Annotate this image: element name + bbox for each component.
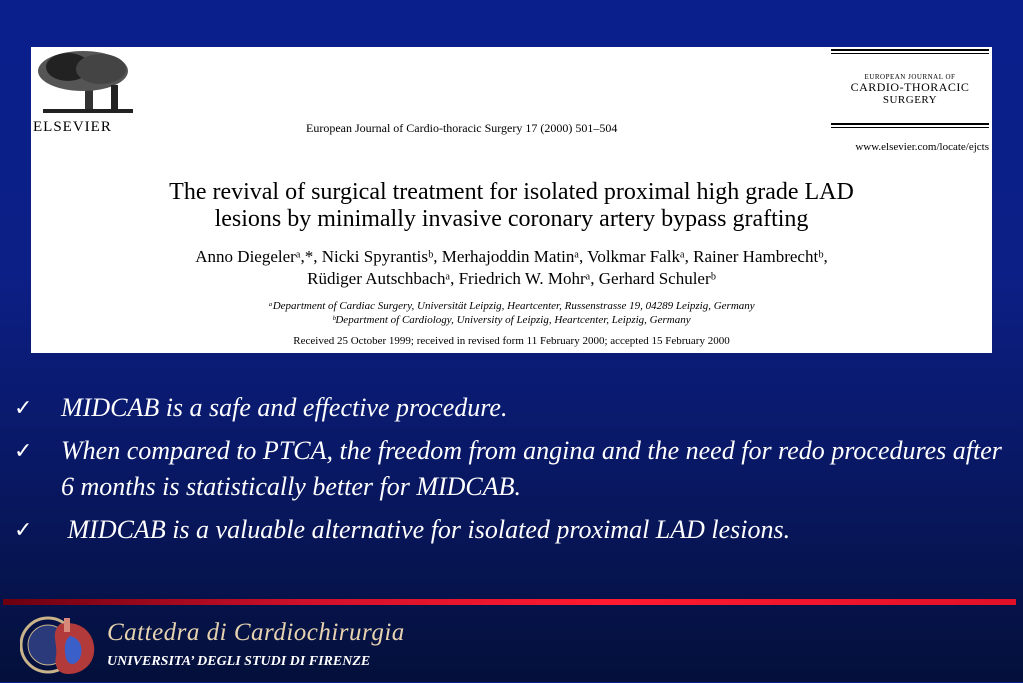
paper-authors <box>31 246 992 290</box>
journal-logo-small: EUROPEAN JOURNAL OF <box>864 73 956 81</box>
checkmark-icon: ✓ <box>14 517 33 542</box>
journal-logo-big: CARDIO-THORACIC <box>850 80 970 94</box>
journal-url: www.elsevier.com/locate/ejcts <box>855 141 989 153</box>
checkmark-icon: ✓ <box>14 395 33 420</box>
footer-divider <box>3 599 1016 605</box>
paper-header-image <box>31 47 992 353</box>
title-line-1: The revival of surgical treatment for isolated proximal high grade LAD <box>169 179 854 205</box>
publisher-name: ELSEVIER <box>33 119 112 135</box>
bullet-item <box>14 433 1004 505</box>
footer-subtitle: UNIVERSITA’ DEGLI STUDI DI FIRENZE <box>107 654 371 669</box>
title-line-2: lesions by minimally invasive coronary artery bypass grafting <box>214 206 809 232</box>
affiliations <box>31 299 992 327</box>
bullet-text: MIDCAB is a valuable alternative for isolated proximal LAD lesions. <box>61 515 791 544</box>
paper-title <box>31 179 992 233</box>
authors-line-1: Anno Diegelerᵃ,*, Nicki Spyrantisᵇ, Merhajoddin Matinᵃ, Volkmar Falkᵃ, Rainer Hambrechtᵇ, <box>195 247 828 266</box>
affiliation-b: ᵇDepartment of Cardiology, University of Leipzig, Heartcenter, Leipzig, Germany <box>332 314 691 326</box>
checkmark-icon: ✓ <box>14 438 33 463</box>
bullet-text: When compared to PTCA, the freedom from angina and the need for redo procedures after 6 months is statistically better for MIDCAB. <box>61 436 1002 501</box>
university-seal-icon <box>20 612 100 678</box>
footer-title: Cattedra di Cardiochirurgia <box>107 619 405 646</box>
journal-logo <box>831 47 991 137</box>
received-dates: Received 25 October 1999; received in revised form 11 February 2000; accepted 15 February 2000 <box>293 335 730 347</box>
bullet-text: MIDCAB is a safe and effective procedure. <box>61 393 508 422</box>
bullet-item <box>14 512 1004 548</box>
authors-line-2: Rüdiger Autschbachᵃ, Friedrich W. Mohrᵃ, Gerhard Schulerᵇ <box>307 269 716 288</box>
journal-logo-sub: SURGERY <box>882 94 938 106</box>
bullet-item <box>14 390 1004 426</box>
affiliation-a: ᵃDepartment of Cardiac Surgery, Universität Leipzig, Heartcenter, Russenstrasse 19, 04289 Leipzig, Germany <box>268 300 755 312</box>
journal-citation: European Journal of Cardio-thoracic Surgery 17 (2000) 501–504 <box>306 121 618 135</box>
conclusion-bullets <box>14 390 1004 555</box>
